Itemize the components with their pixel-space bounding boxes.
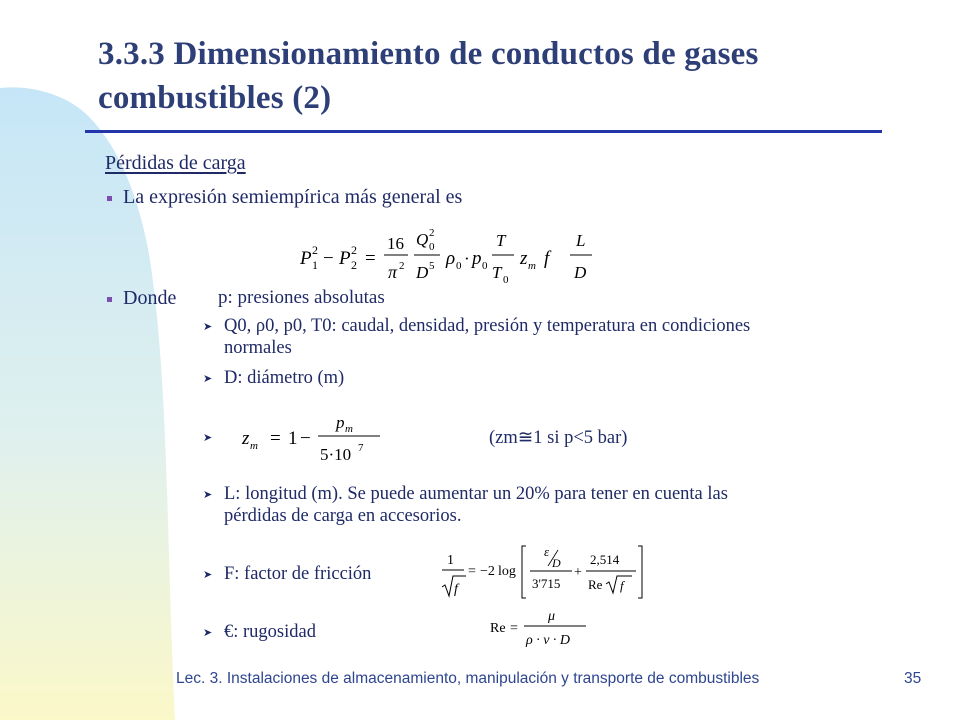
svg-text:D: D [416, 263, 429, 282]
svg-text:2: 2 [351, 258, 357, 272]
svg-text:3'715: 3'715 [532, 576, 561, 591]
svg-text:7: 7 [358, 442, 364, 454]
svg-text:1: 1 [312, 258, 318, 272]
svg-text:2,514: 2,514 [590, 552, 620, 567]
svg-text:1: 1 [288, 428, 298, 449]
sub-length-line2: pérdidas de carga en accesorios. [224, 506, 462, 526]
chevron-bullet-icon: ➤ [203, 488, 213, 501]
bullet-square [107, 297, 112, 302]
svg-text:T: T [492, 263, 502, 282]
svg-text:L: L [576, 231, 586, 250]
svg-text:5: 5 [429, 260, 435, 272]
svg-text:log: log [498, 564, 516, 579]
svg-text:2: 2 [312, 243, 318, 257]
svg-text:−: − [323, 248, 334, 269]
svg-text:−: − [300, 428, 311, 449]
svg-text:=: = [510, 621, 518, 636]
sub-normal-conditions-line2: normales [224, 338, 292, 358]
friction-formula [440, 540, 650, 607]
svg-text:π: π [388, 262, 398, 282]
svg-text:+: + [574, 565, 582, 580]
title-line-2: combustibles (2) [98, 80, 332, 116]
chevron-bullet-icon: ➤ [203, 568, 213, 581]
zm-note: (zm≅1 si p<5 bar) [489, 428, 628, 448]
bullet-donde-text: p: presiones absolutas [218, 287, 385, 308]
svg-text:0: 0 [482, 260, 488, 272]
sub-normal-conditions-line1: Q0, ρ0, p0, T0: caudal, densidad, presión y temperatura en condiciones [224, 316, 751, 336]
svg-text:0: 0 [503, 274, 509, 286]
sub-length-line1: L: longitud (m). Se puede aumentar un 20% para tener en cuenta las [224, 484, 728, 504]
title-rule [85, 130, 882, 133]
svg-text:μ: μ [548, 609, 556, 624]
svg-text:p: p [472, 248, 482, 269]
sub-roughness: €: rugosidad [224, 622, 316, 642]
bullet-square [107, 196, 112, 201]
svg-text:2: 2 [429, 227, 435, 239]
chevron-bullet-icon: ➤ [203, 431, 213, 444]
bullet-donde-lead: Donde [123, 287, 177, 309]
svg-text:p: p [336, 413, 345, 432]
svg-text:D: D [574, 263, 587, 282]
chevron-bullet-icon: ➤ [203, 320, 213, 333]
svg-text:z: z [242, 428, 250, 449]
svg-text:−2: −2 [480, 564, 495, 579]
section-heading: Pérdidas de carga [105, 152, 246, 174]
svg-text:P: P [300, 248, 312, 269]
svg-text:16: 16 [387, 234, 404, 253]
svg-text:=: = [270, 428, 281, 449]
page-number: 35 [904, 670, 922, 687]
svg-text:=: = [365, 248, 376, 269]
svg-text:D: D [552, 556, 561, 570]
svg-text:m: m [528, 260, 536, 272]
footer-lecture-title: Lec. 3. Instalaciones de almacenamiento, manipulación y transporte de combustibles [176, 670, 760, 687]
svg-text:f: f [544, 248, 550, 269]
svg-text:P: P [339, 248, 351, 269]
svg-text:z: z [520, 248, 528, 269]
zm-formula [240, 410, 390, 473]
svg-text:ε: ε [544, 544, 550, 559]
chevron-bullet-icon: ➤ [203, 372, 213, 385]
title-line-1: 3.3.3 Dimensionamiento de conductos de gases [98, 36, 759, 72]
svg-text:ρ: ρ [446, 248, 456, 269]
slide-title [98, 32, 878, 120]
svg-text:T: T [496, 231, 506, 250]
svg-text:ρ · ν · D: ρ · ν · D [526, 633, 571, 648]
svg-text:m: m [250, 440, 258, 452]
svg-text:Q: Q [416, 230, 429, 249]
svg-text:2: 2 [351, 243, 357, 257]
svg-text:0: 0 [429, 241, 435, 253]
bullet-general-expression: La expresión semiempírica más general es [123, 186, 463, 208]
svg-text:1: 1 [447, 553, 454, 568]
svg-text:·: · [464, 249, 470, 268]
reynolds-formula [488, 606, 598, 655]
svg-text:f: f [620, 578, 624, 593]
svg-text:2: 2 [399, 260, 405, 272]
sub-diameter: D: diámetro (m) [224, 368, 345, 388]
svg-text:=: = [468, 564, 476, 579]
main-formula [296, 222, 606, 295]
svg-text:0: 0 [456, 260, 462, 272]
sub-friction-factor: F: factor de fricción [224, 564, 372, 584]
svg-text:Re: Re [588, 577, 603, 592]
svg-text:5·10: 5·10 [320, 445, 352, 464]
svg-text:Re: Re [490, 621, 506, 636]
chevron-bullet-icon: ➤ [203, 626, 213, 639]
svg-text:f: f [454, 582, 458, 597]
svg-text:m: m [345, 423, 353, 435]
